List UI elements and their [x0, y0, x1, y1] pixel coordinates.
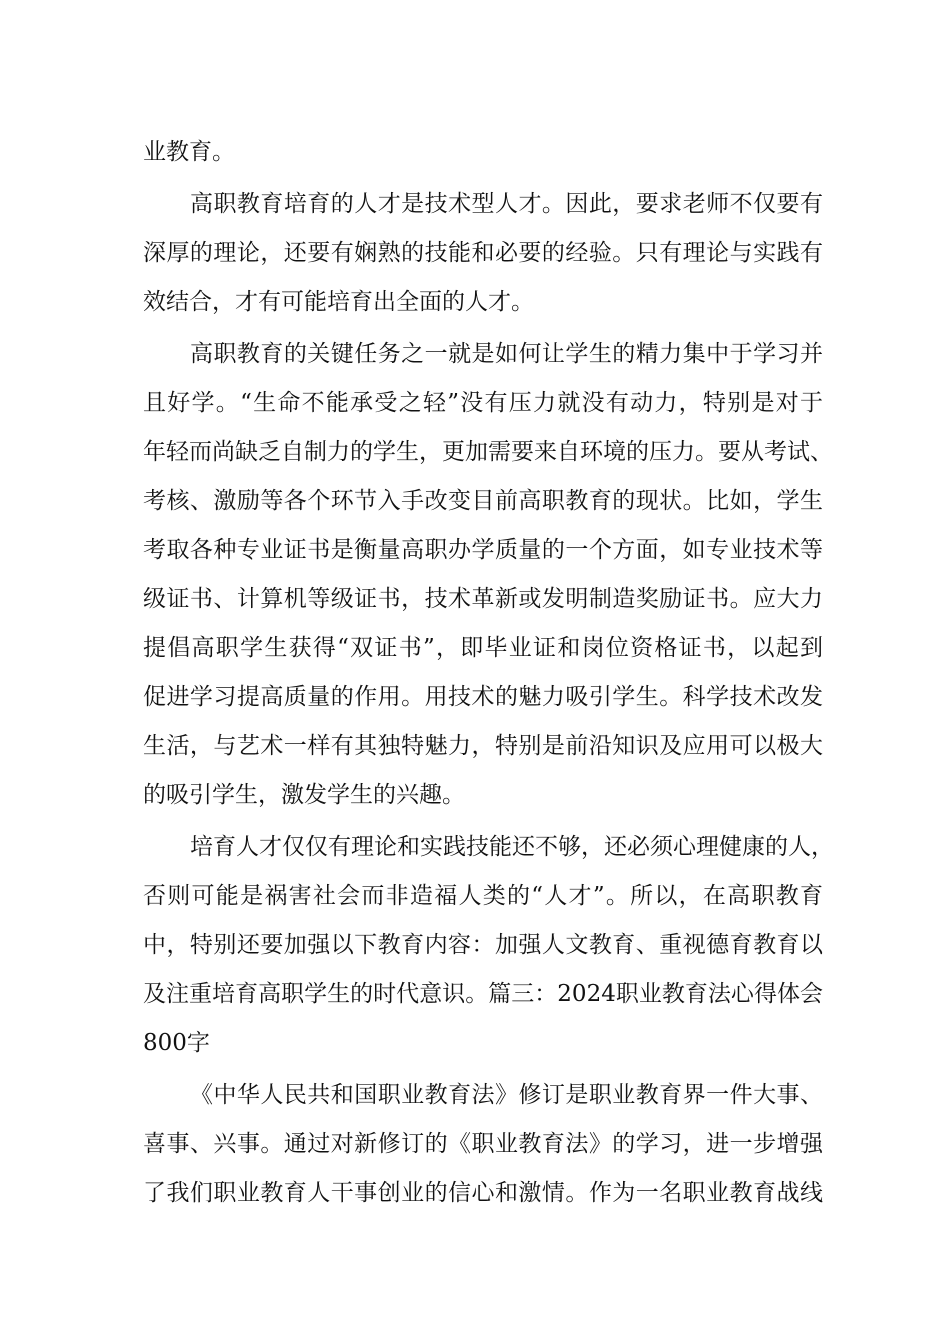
text-line: 喜事、兴事。通过对新修订的《职业教育法》的学习，进一步增强: [143, 1131, 823, 1157]
text-line: 的吸引学生，激发学生的兴趣。: [143, 782, 465, 808]
document-body: [143, 128, 834, 1218]
text-line: 高职教育的关键任务之一就是如何让学生的精力集中于学习并: [190, 341, 823, 367]
text-line: 中，特别还要加强以下教育内容：加强人文教育、重视德育教育以: [143, 932, 823, 958]
text-line: 级证书、计算机等级证书，技术革新或发明制造奖励证书。应大力: [143, 586, 823, 612]
text-line: 及注重培育高职学生的时代意识。篇三：2024职业教育法心得体会: [143, 981, 823, 1007]
text-line: 业教育。: [143, 139, 235, 165]
text-line: 了我们职业教育人干事创业的信心和激情。作为一名职业教育战线: [143, 1180, 823, 1206]
text-line: 且好学。“生命不能承受之轻”没有压力就没有动力，特别是对于: [143, 390, 823, 416]
text-line: 效结合，才有可能培育出全面的人才。: [143, 289, 534, 315]
text-line: 否则可能是祸害社会而非造福人类的“人才”。所以，在高职教育: [143, 883, 823, 909]
text-line: 生活，与艺术一样有其独特魅力，特别是前沿知识及应用可以极大: [143, 733, 823, 759]
text-line: 提倡高职学生获得“双证书”，即毕业证和岗位资格证书，以起到: [143, 635, 823, 661]
text-line: 考核、激励等各个环节入手改变目前高职教育的现状。比如，学生: [143, 488, 823, 514]
text-line: 培育人才仅仅有理论和实践技能还不够，还必须心理健康的人，: [190, 834, 834, 860]
text-line: 考取各种专业证书是衡量高职办学质量的一个方面，如专业技术等: [143, 537, 823, 563]
text-line: 年轻而尚缺乏自制力的学生，更加需要来自环境的压力。要从考试、: [143, 439, 833, 465]
text-line: 高职教育培育的人才是技术型人才。因此，要求老师不仅要有: [190, 191, 823, 217]
text-line: 《中华人民共和国职业教育法》修订是职业教育界一件大事、: [190, 1082, 823, 1108]
text-line: 深厚的理论，还要有娴熟的技能和必要的经验。只有理论与实践有: [143, 240, 823, 266]
text-line: 促进学习提高质量的作用。用技术的魅力吸引学生。科学技术改发: [143, 684, 823, 710]
text-line: 800字: [143, 1030, 210, 1056]
